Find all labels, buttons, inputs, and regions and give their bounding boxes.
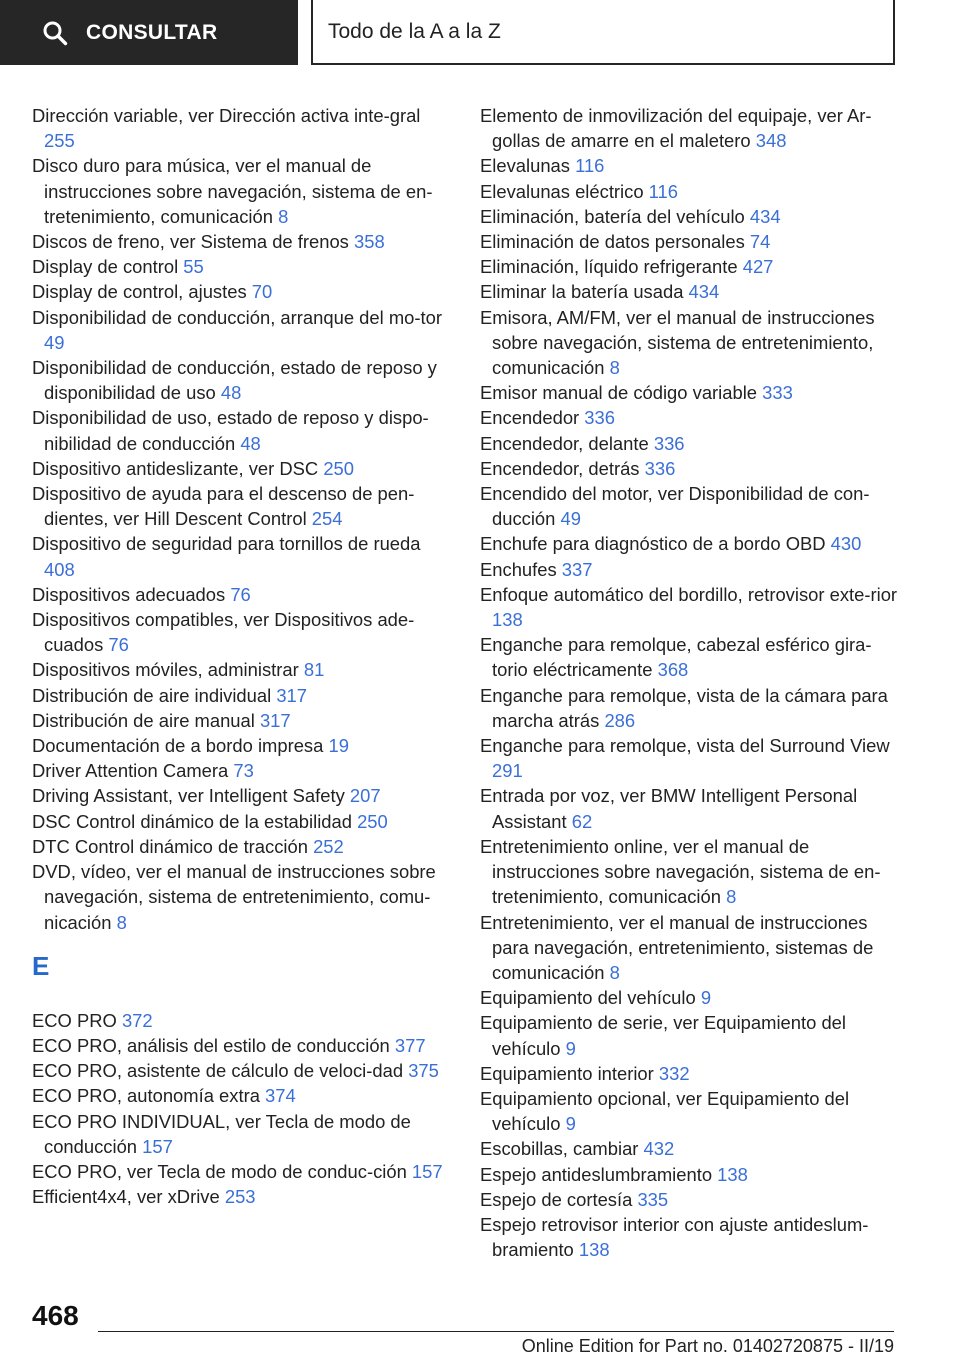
edition-text: Online Edition for Part no. 01402720875 - II/19 — [521, 1336, 894, 1356]
index-entry — [32, 708, 450, 733]
index-entry — [480, 531, 900, 556]
page-link[interactable]: 116 — [575, 155, 605, 177]
page-link[interactable]: 8 — [116, 911, 127, 933]
page-link[interactable]: 9 — [565, 1037, 576, 1059]
page-link[interactable]: 48 — [240, 432, 261, 454]
top-bar — [0, 0, 960, 66]
entry-text: DSC Control dinámico de la estabilidad — [32, 810, 358, 832]
index-entry — [32, 1184, 450, 1209]
entry-text: Encendedor — [480, 407, 585, 429]
page-link[interactable]: 358 — [353, 231, 385, 253]
entry-text: Equipamiento interior — [480, 1062, 659, 1084]
index-entry — [480, 910, 900, 986]
index-entry — [32, 1058, 450, 1083]
index-entry — [480, 229, 900, 254]
page-link[interactable]: 336 — [644, 457, 676, 479]
index-entry — [480, 557, 900, 582]
index-group-e-continued — [480, 103, 900, 1262]
index-entry — [480, 279, 900, 304]
entry-text: Documentación de a bordo impresa — [32, 735, 329, 757]
page-link[interactable]: 434 — [688, 281, 720, 303]
entry-text: Elevalunas — [480, 155, 576, 177]
entry-text: Enganche para remolque, vista de la cámara para marcha atrás — [480, 684, 888, 731]
index-entry — [32, 103, 450, 153]
entry-text: Equipamiento opcional, ver Equipamiento del vehículo — [480, 1087, 850, 1135]
index-entry — [32, 229, 450, 254]
entry-text: DVD, vídeo, ver el manual de instrucciones sobre navegación, sistema de entretenimiento, comu-nicación — [32, 861, 436, 933]
entry-text: Dispositivo antideslizante, ver DSC — [32, 457, 324, 479]
entry-text: Eliminación de datos personales — [480, 231, 750, 253]
entry-text: Encendido del motor, ver Disponibilidad de con-ducción — [480, 483, 870, 530]
index-group-e — [32, 1008, 450, 1210]
page-link[interactable]: 408 — [44, 558, 75, 580]
index-entry — [32, 481, 450, 531]
index-entry — [32, 153, 450, 229]
page-link[interactable]: 116 — [648, 180, 678, 202]
page-link[interactable]: 336 — [584, 407, 615, 429]
entry-text: ECO PRO INDIVIDUAL, ver Tecla de modo de conducción — [32, 1110, 411, 1157]
page-link[interactable]: 348 — [755, 130, 787, 152]
a-to-z-label: Todo de la A a la Z — [328, 19, 501, 43]
index-entry — [480, 405, 900, 430]
index-entry — [480, 1187, 900, 1212]
page-link[interactable]: 49 — [560, 508, 581, 530]
index-entry — [480, 305, 900, 381]
page-link[interactable]: 250 — [323, 457, 354, 479]
index-entry — [32, 279, 450, 304]
page-link[interactable]: 430 — [830, 533, 862, 555]
page-link[interactable]: 207 — [349, 785, 381, 807]
index-entry — [480, 153, 900, 178]
index-group-d — [32, 103, 450, 935]
page-link[interactable]: 157 — [142, 1135, 173, 1157]
page-link[interactable]: 377 — [394, 1034, 426, 1056]
index-entry — [32, 531, 450, 581]
index-entry — [480, 103, 900, 153]
page-link[interactable]: 254 — [311, 508, 343, 530]
entry-text: Emisora, AM/FM, ver el manual de instrucciones sobre navegación, sistema de entretenimiento, comunicación — [480, 306, 875, 379]
index-entry — [32, 783, 450, 808]
entry-text: Driving Assistant, ver Intelligent Safety — [32, 785, 350, 807]
index-entry — [480, 632, 900, 682]
page-link[interactable]: 252 — [313, 835, 344, 857]
entry-text: Enganche para remolque, cabezal esférico gira-torio eléctricamente — [480, 634, 872, 681]
index-entry — [32, 859, 450, 935]
entry-text: Disponibilidad de uso, estado de reposo y dispo-nibilidad de conducción — [32, 407, 429, 454]
index-entry — [480, 1010, 900, 1060]
entry-text: Distribución de aire individual — [32, 684, 277, 706]
entry-text: ECO PRO, asistente de cálculo de veloci-dad — [32, 1060, 409, 1082]
entry-text: Dispositivos móviles, administrar — [32, 659, 304, 681]
entry-text: Escobillas, cambiar — [480, 1138, 644, 1160]
page-link[interactable]: 335 — [637, 1188, 669, 1210]
entry-text: Efficient4x4, ver xDrive — [32, 1186, 225, 1208]
page-link[interactable]: 250 — [357, 810, 388, 832]
index-entry — [480, 179, 900, 204]
index-entry — [480, 456, 900, 481]
entry-text: Dispositivo de seguridad para tornillos de rueda — [32, 533, 421, 555]
entry-text: Enfoque automático del bordillo, retrovisor exte-rior — [480, 583, 898, 605]
index-entry — [32, 254, 450, 279]
index-entry — [32, 1109, 450, 1159]
index-entry — [32, 1033, 450, 1058]
index-entry — [32, 733, 450, 758]
entry-text: ECO PRO, ver Tecla de modo de conduc-ción — [32, 1160, 412, 1182]
entry-text: Entrada por voz, ver BMW Intelligent Personal Assistant — [480, 785, 858, 832]
entry-text: Display de control — [32, 256, 184, 278]
footer-divider — [98, 1331, 894, 1332]
index-entry — [32, 657, 450, 682]
page-link[interactable]: 427 — [742, 256, 774, 278]
index-entry — [32, 456, 450, 481]
entry-text: Elevalunas eléctrico — [480, 180, 649, 202]
entry-text: Dispositivo de ayuda para el descenso de pen-dientes, ver Hill Descent Control — [32, 483, 415, 530]
page-link[interactable]: 332 — [658, 1062, 690, 1084]
page-link[interactable]: 317 — [259, 709, 291, 731]
entry-text: Espejo de cortesía — [480, 1188, 638, 1210]
page-link[interactable]: 49 — [44, 331, 65, 353]
entry-text: Disponibilidad de conducción, estado de reposo y disponibilidad de uso — [32, 357, 437, 404]
entry-text: Dirección variable, ver Dirección activa inte-gral — [32, 105, 421, 126]
a-to-z-tab[interactable] — [311, 0, 895, 65]
entry-text: Eliminación, líquido refrigerante — [480, 256, 743, 278]
entry-text: Dispositivos adecuados — [32, 583, 231, 605]
entry-text: Display de control, ajustes — [32, 281, 252, 303]
page-link[interactable]: 74 — [749, 231, 771, 253]
page-link[interactable]: 317 — [276, 684, 308, 706]
page-link[interactable]: 368 — [657, 659, 689, 681]
entry-text: Enganche para remolque, vista del Surround View — [480, 735, 890, 757]
index-entry — [480, 431, 900, 456]
index-column-left — [32, 103, 450, 1209]
page-link[interactable]: 8 — [278, 205, 289, 227]
page-link[interactable]: 138 — [717, 1163, 748, 1185]
index-entry — [32, 758, 450, 783]
entry-text: Espejo retrovisor interior con ajuste antideslum-bramiento — [480, 1213, 869, 1261]
entry-text: Emisor manual de código variable — [480, 382, 763, 404]
entry-text: Dispositivos compatibles, ver Dispositivos ade-cuados — [32, 609, 415, 656]
entry-text: Equipamiento del vehículo — [480, 987, 701, 1009]
entry-text: Driver Attention Camera — [32, 760, 234, 782]
page-link[interactable]: 55 — [183, 256, 204, 278]
index-entry — [32, 305, 450, 355]
index-entry — [480, 204, 900, 229]
entry-text: DTC Control dinámico de tracción — [32, 835, 314, 857]
index-entry — [32, 1008, 450, 1033]
search-icon — [42, 20, 68, 46]
entry-text: ECO PRO — [32, 1009, 122, 1031]
index-entry — [32, 607, 450, 657]
page-link[interactable]: 70 — [251, 281, 273, 303]
entry-text: Entretenimiento online, ver el manual de instrucciones sobre navegación, sistema de en-tretenimiento, comunicación — [480, 835, 881, 908]
page-link[interactable]: 8 — [609, 357, 620, 379]
page-link[interactable]: 81 — [303, 659, 325, 681]
footer-edition — [290, 1336, 894, 1357]
index-entry — [32, 582, 450, 607]
page-link[interactable]: 8 — [609, 961, 620, 983]
page-link[interactable]: 253 — [224, 1186, 256, 1208]
page-link[interactable]: 9 — [565, 1113, 576, 1135]
entry-text: Espejo antideslumbramiento — [480, 1163, 718, 1185]
page-link[interactable]: 48 — [220, 382, 242, 404]
page-link[interactable]: 432 — [643, 1138, 675, 1160]
page-link[interactable]: 62 — [571, 810, 593, 832]
entry-text: Eliminar la batería usada — [480, 281, 689, 303]
index-entry — [32, 405, 450, 455]
index-entry — [32, 1159, 450, 1184]
index-entry — [32, 834, 450, 859]
entry-text: Eliminación, batería del vehículo — [480, 205, 750, 227]
page-link[interactable]: 76 — [108, 634, 129, 656]
index-entry — [480, 834, 900, 910]
entry-text: ECO PRO, autonomía extra — [32, 1085, 266, 1107]
index-entry — [480, 1212, 900, 1262]
page-link[interactable]: 138 — [578, 1239, 610, 1261]
index-entry — [480, 683, 900, 733]
index-entry — [480, 1061, 900, 1086]
index-entry — [480, 1162, 900, 1187]
page-link[interactable]: 138 — [492, 609, 523, 631]
index-entry — [480, 380, 900, 405]
entry-text: Entretenimiento, ver el manual de instrucciones para navegación, entretenimiento, sistemas de comunicación — [480, 911, 874, 983]
index-entry — [480, 783, 900, 833]
entry-text: Encendedor, delante — [480, 432, 654, 454]
index-entry — [32, 1083, 450, 1108]
entry-text: Distribución de aire manual — [32, 709, 260, 731]
index-column-right — [480, 103, 900, 1262]
index-entry — [480, 1136, 900, 1161]
page-link[interactable]: 255 — [44, 130, 75, 152]
page-link[interactable]: 76 — [230, 583, 251, 605]
page-link[interactable]: 157 — [411, 1160, 443, 1182]
entry-text: ECO PRO, análisis del estilo de conducción — [32, 1034, 395, 1056]
index-entry — [480, 481, 900, 531]
entry-text: Elemento de inmovilización del equipaje, ver Ar-gollas de amarre en el maletero — [480, 105, 872, 152]
page-link[interactable]: 372 — [121, 1009, 153, 1031]
index-entry — [480, 985, 900, 1010]
entry-text: Enchufe para diagnóstico de a bordo OBD — [480, 533, 831, 555]
page-link[interactable]: 336 — [653, 432, 685, 454]
entry-text: Enchufes — [480, 558, 562, 580]
page-link[interactable]: 434 — [749, 205, 781, 227]
entry-text: Disponibilidad de conducción, arranque del mo-tor — [32, 306, 442, 328]
consult-label: CONSULTAR — [86, 20, 218, 44]
entry-text: Equipamiento de serie, ver Equipamiento del vehículo — [480, 1012, 846, 1059]
index-entry — [32, 355, 450, 405]
page-link[interactable]: 333 — [762, 382, 793, 404]
consult-tab[interactable] — [0, 0, 298, 65]
page-link[interactable]: 19 — [328, 735, 349, 757]
page-link[interactable]: 337 — [561, 558, 593, 580]
entry-text: Discos de freno, ver Sistema de frenos — [32, 231, 354, 253]
index-entry — [480, 733, 900, 783]
page-link[interactable]: 9 — [700, 987, 712, 1009]
page-number: 468 — [32, 1300, 79, 1331]
page-link[interactable]: 8 — [726, 886, 737, 908]
page-link[interactable]: 291 — [492, 760, 523, 782]
index-entry — [32, 809, 450, 834]
page-link[interactable]: 375 — [408, 1060, 439, 1082]
index-entry — [480, 582, 900, 632]
index-entry — [480, 254, 900, 279]
page-link[interactable]: 286 — [604, 709, 636, 731]
index-entry — [32, 683, 450, 708]
page-link[interactable]: 374 — [265, 1085, 296, 1107]
section-letter-e: E — [32, 950, 50, 981]
entry-text: Encendedor, detrás — [480, 457, 645, 479]
page-link[interactable]: 73 — [233, 760, 254, 782]
index-entry — [480, 1086, 900, 1136]
entry-text: Disco duro para música, ver el manual de instrucciones sobre navegación, sistema de en-tretenimiento, comunicación — [32, 155, 433, 227]
